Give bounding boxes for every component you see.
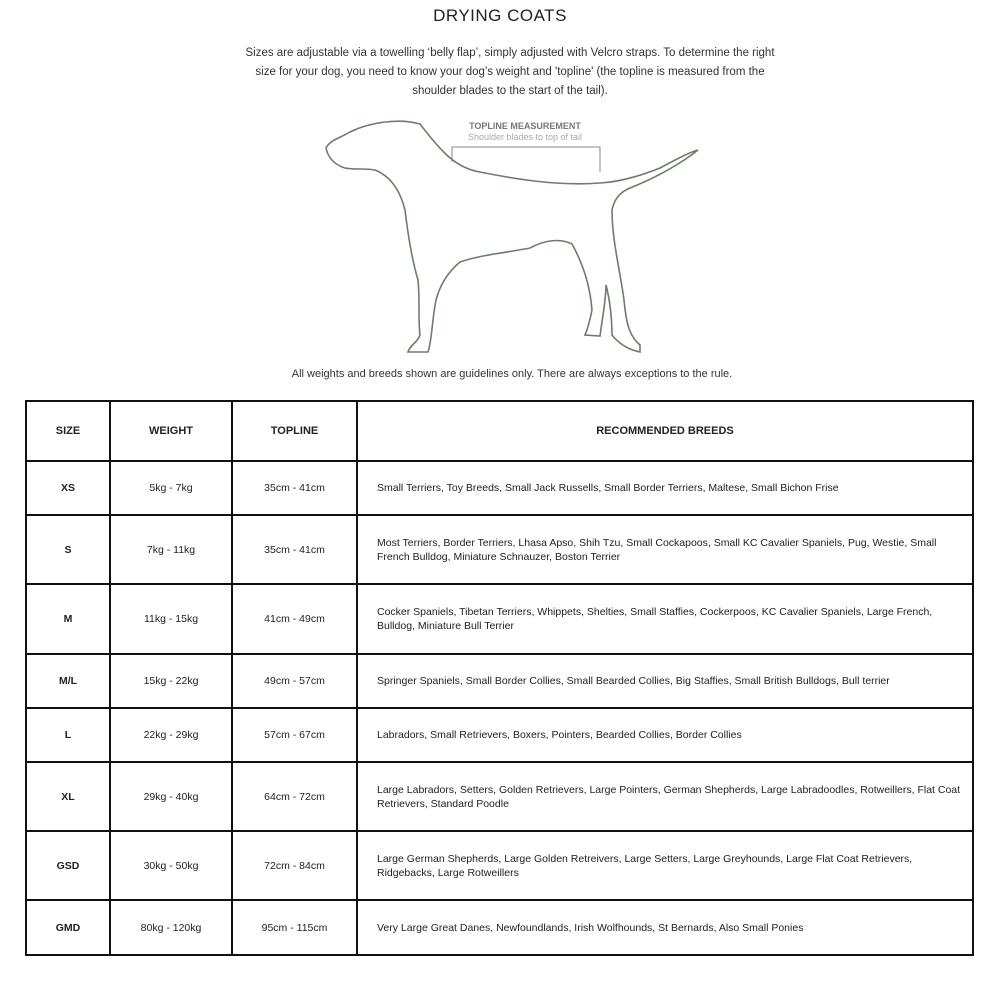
- topline-cell: 49cm - 57cm: [232, 654, 357, 708]
- weight-cell: 22kg - 29kg: [110, 708, 232, 762]
- weight-cell: 15kg - 22kg: [110, 654, 232, 708]
- breeds-cell: Springer Spaniels, Small Border Collies, Small Bearded Collies, Big Staffies, Small British Bulldogs, Bull terrier: [357, 654, 973, 708]
- table-row: [26, 831, 973, 900]
- topline-sublabel: Shoulder blades to top of tail: [467, 132, 583, 142]
- breeds-cell: Very Large Great Danes, Newfoundlands, Irish Wolfhounds, St Bernards, Also Small Ponies: [357, 900, 973, 955]
- size-cell: M/L: [26, 654, 110, 708]
- header-weight: WEIGHT: [110, 401, 232, 461]
- topline-cell: 57cm - 67cm: [232, 708, 357, 762]
- size-cell: GMD: [26, 900, 110, 955]
- size-cell: S: [26, 515, 110, 584]
- size-cell: L: [26, 708, 110, 762]
- dog-outline: [326, 121, 698, 352]
- header-size: SIZE: [26, 401, 110, 461]
- topline-cell: 35cm - 41cm: [232, 461, 357, 515]
- page-title: DRYING COATS: [433, 6, 567, 25]
- weight-cell: 80kg - 120kg: [110, 900, 232, 955]
- breeds-cell: Large German Shepherds, Large Golden Retreivers, Large Setters, Large Greyhounds, Large Flat Coat Retrievers, Ridgebacks, Large Rotweillers: [357, 831, 973, 900]
- topline-cell: 35cm - 41cm: [232, 515, 357, 584]
- table-row: [26, 708, 973, 762]
- breeds-cell: Labradors, Small Retrievers, Boxers, Pointers, Bearded Collies, Border Collies: [357, 708, 973, 762]
- table-row: [26, 900, 973, 955]
- topline-cell: 72cm - 84cm: [232, 831, 357, 900]
- breeds-cell: Large Labradors, Setters, Golden Retrievers, Large Pointers, German Shepherds, Large Labradoodles, Rotweillers, Flat Coat Retrievers, Standard Poodle: [357, 762, 973, 831]
- topline-label: TOPLINE MEASUREMENT: [469, 121, 581, 131]
- weight-cell: 7kg - 11kg: [110, 515, 232, 584]
- breeds-cell: Most Terriers, Border Terriers, Lhasa Apso, Shih Tzu, Small Cockapoos, Small KC Cavalier Spaniels, Pug, Westie, Small French Bulldog, Miniature Schnauzer, Boston Terrier: [357, 515, 973, 584]
- size-cell: M: [26, 584, 110, 654]
- table-row: [26, 584, 973, 654]
- header-breeds: RECOMMENDED BREEDS: [357, 401, 973, 461]
- table-row: [26, 461, 973, 515]
- weight-cell: 29kg - 40kg: [110, 762, 232, 831]
- dog-topline-diagram: [300, 110, 720, 370]
- topline-cell: 95cm - 115cm: [232, 900, 357, 955]
- topline-bracket: [452, 147, 600, 172]
- table-row: [26, 762, 973, 831]
- breeds-cell: Small Terriers, Toy Breeds, Small Jack Russells, Small Border Terriers, Maltese, Small Bichon Frise: [357, 461, 973, 515]
- table-header-row: [26, 401, 973, 461]
- table-row: [26, 515, 973, 584]
- intro-text: Sizes are adjustable via a towelling ‘belly flap’, simply adjusted with Velcro straps. To determine the right size for your dog, you need to know your dog’s weight and 'topline' (the topline is measured from the shoulder blades to the start of the tail).: [245, 47, 775, 97]
- weight-cell: 30kg - 50kg: [110, 831, 232, 900]
- weight-cell: 5kg - 7kg: [110, 461, 232, 515]
- header-topline: TOPLINE: [232, 401, 357, 461]
- size-cell: GSD: [26, 831, 110, 900]
- table-row: [26, 654, 973, 708]
- guideline-note: All weights and breeds shown are guidelines only. There are always exceptions to the rule.: [291, 368, 733, 380]
- size-cell: XS: [26, 461, 110, 515]
- topline-cell: 41cm - 49cm: [232, 584, 357, 654]
- size-table: [25, 400, 974, 956]
- breeds-cell: Cocker Spaniels, Tibetan Terriers, Whippets, Shelties, Small Staffies, Cockerpoos, KC Cavalier Spaniels, Large French, Bulldog, Miniature Bull Terrier: [357, 584, 973, 654]
- topline-cell: 64cm - 72cm: [232, 762, 357, 831]
- size-cell: XL: [26, 762, 110, 831]
- weight-cell: 11kg - 15kg: [110, 584, 232, 654]
